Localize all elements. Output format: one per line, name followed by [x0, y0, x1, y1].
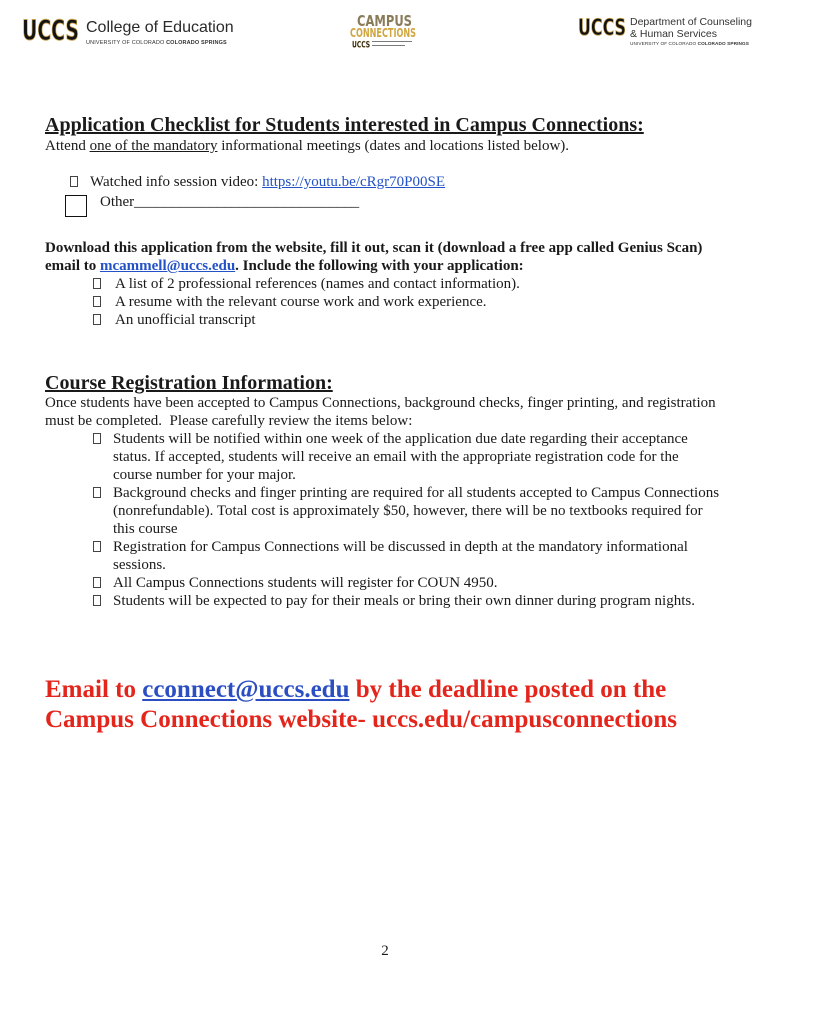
list-item-line: Registration for Campus Connections will be discussed in depth at the mandatory informational [113, 539, 688, 555]
uccs-logo-mark: UCCS [22, 13, 79, 47]
department-subtitle [630, 41, 749, 47]
instructions-line: Download this application from the website, fill it out, scan it (download a free app called Genius Scan) [45, 240, 703, 256]
department-title [630, 16, 752, 40]
list-item-line: All Campus Connections students will register for COUN 4950. [113, 575, 498, 591]
subtitle-bold: COLORADO SPRINGS [166, 40, 227, 46]
checkbox-bullet-icon [93, 296, 101, 307]
list-item-line: Students will be expected to pay for their meals or bring their own dinner during program nights. [113, 593, 695, 609]
list-item [93, 574, 719, 592]
attend-instruction [45, 137, 569, 155]
empty-checkbox-icon[interactable] [65, 195, 87, 217]
notice-prefix: Email to [45, 676, 143, 703]
application-requirements-list [93, 275, 520, 329]
department-title-line: Department of Counseling [630, 16, 752, 28]
list-item [93, 484, 719, 538]
list-item-line: (nonrefundable). Total cost is approximately $50, however, there will be no textbooks required for [113, 503, 703, 519]
list-item [93, 592, 719, 610]
uccs-logo [22, 13, 79, 47]
checkbox-bullet-icon [93, 577, 101, 588]
uccs-logo [578, 16, 626, 41]
list-item-line: course number for your major. [113, 467, 296, 483]
logo-fine-print [372, 40, 416, 48]
video-link[interactable]: https://youtu.be/cRgr70P00SE [262, 174, 446, 190]
notice-line [45, 675, 677, 705]
course-registration-heading: Course Registration Information: [45, 372, 333, 394]
campus-wordmark: CAMPUS [357, 12, 412, 30]
list-item-text: A resume with the relevant course work and work experience. [115, 294, 487, 310]
list-item [93, 275, 520, 293]
list-item [93, 311, 520, 329]
list-item-line: Background checks and finger printing are required for all students accepted to Campus Connections [113, 485, 720, 501]
course-registration-intro [45, 394, 716, 430]
notice-suffix: by the deadline posted on the [349, 676, 667, 703]
fine-print-line [372, 45, 405, 46]
subtitle-bold: COLORADO SPRINGS [697, 41, 749, 46]
checkbox-bullet-icon [93, 278, 101, 289]
department-title-line: & Human Services [630, 28, 717, 40]
attend-suffix: informational meetings (dates and locations listed below). [217, 138, 570, 154]
attend-prefix: Attend [45, 138, 90, 154]
list-item [93, 430, 719, 484]
list-item-line: sessions. [113, 557, 166, 573]
list-item [93, 538, 719, 574]
list-item [93, 293, 520, 311]
intro-line: must be completed. Please carefully review the items below: [45, 413, 413, 429]
course-registration-list [93, 430, 719, 610]
deadline-notice [45, 675, 677, 735]
instructions-prefix: email to [45, 258, 100, 274]
college-title: College of Education [86, 19, 234, 36]
fine-print-line [372, 41, 412, 42]
checkbox-bullet-icon [93, 433, 101, 444]
list-item-line: this course [113, 521, 178, 537]
connections-wordmark: CONNECTIONS [350, 26, 416, 40]
intro-line: Once students have been accepted to Campus Connections, background checks, finger printing, and registration [45, 395, 716, 411]
instructions-line [45, 257, 702, 275]
checkbox-bullet-icon [93, 541, 101, 552]
uccs-mini-mark: UCCS [352, 40, 370, 51]
instructions-suffix: . Include the following with your application: [235, 258, 524, 274]
subtitle-regular: UNIVERSITY OF COLORADO [86, 40, 167, 46]
uccs-logo-mark: UCCS [578, 16, 626, 41]
cconnect-email-link[interactable]: cconnect@uccs.edu [142, 676, 350, 703]
option-text [90, 173, 840, 191]
option-watched-video [70, 173, 840, 191]
list-item-line: status. If accepted, students will receive an email with the appropriate registration code for the [113, 449, 679, 465]
attend-underlined: one of the mandatory [89, 138, 218, 154]
list-item-line: Students will be notified within one week of the application due date regarding their acceptance [113, 431, 688, 447]
checkbox-bullet-icon [93, 595, 101, 606]
list-item-text: A list of 2 professional references (names and contact information). [115, 276, 520, 292]
application-checklist-heading: Application Checklist for Students interested in Campus Connections: [45, 114, 644, 136]
mcammell-email-link[interactable]: mcammell@uccs.edu [99, 258, 236, 274]
application-instructions [45, 239, 702, 275]
other-option-label: Other______________________________ [100, 194, 360, 210]
page-number: 2 [381, 943, 389, 959]
subtitle-regular: UNIVERSITY OF COLORADO [630, 41, 698, 46]
checkbox-bullet-icon [70, 176, 78, 187]
checkbox-bullet-icon [93, 314, 101, 325]
checkbox-bullet-icon [93, 487, 101, 498]
campus-connections-wordmark [348, 12, 418, 39]
list-item-text: An unofficial transcript [115, 312, 256, 328]
uccs-mini-logo [352, 40, 370, 51]
college-subtitle [86, 40, 227, 47]
notice-line: Campus Connections website- uccs.edu/campusconnections [45, 706, 677, 733]
video-label: Watched info session video: [90, 174, 263, 190]
